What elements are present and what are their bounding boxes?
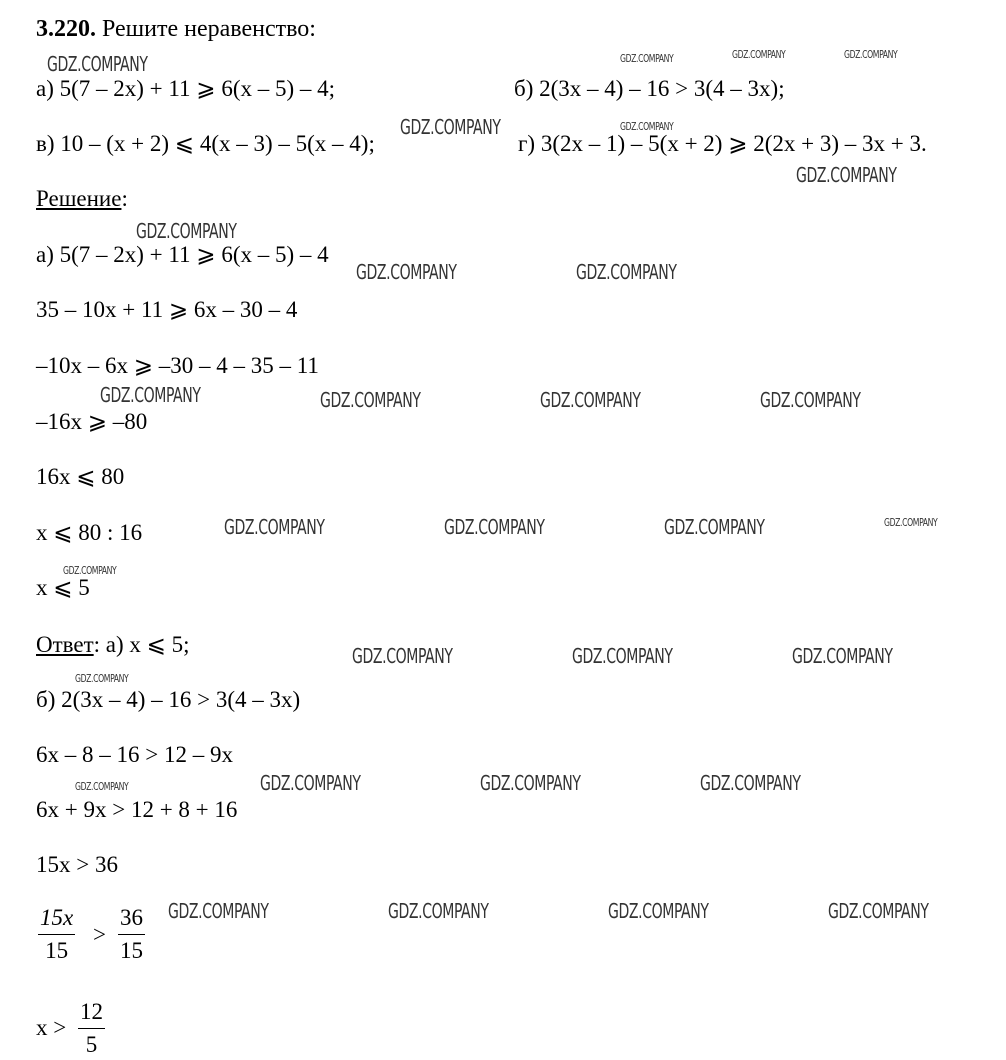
solution-a-line-3: –10x – 6x ⩾ –30 – 4 – 35 – 11 — [36, 353, 319, 378]
item-b: б) 2(3x – 4) – 16 > 3(4 – 3x); — [514, 76, 785, 101]
item-v: в) 10 – (x + 2) ⩽ 4(x – 3) – 5(x – 4); — [36, 131, 375, 156]
solution-heading-colon: : — [121, 186, 128, 211]
watermark: GDZ.COMPANY — [400, 115, 501, 139]
fraction-left-denominator: 15 — [45, 938, 69, 963]
watermark: GDZ.COMPANY — [664, 515, 765, 539]
fraction-operator: > — [93, 922, 106, 947]
fraction-right — [118, 904, 145, 965]
watermark: GDZ.COMPANY — [540, 388, 641, 412]
problem-number: 3.220. — [36, 16, 96, 42]
item-g: г) 3(2x – 1) – 5(x + 2) ⩾ 2(2x + 3) – 3x + 3. — [518, 131, 927, 156]
watermark: GDZ.COMPANY — [792, 644, 893, 668]
watermark: GDZ.COMPANY — [620, 120, 674, 133]
watermark: GDZ.COMPANY — [168, 899, 269, 923]
watermark: GDZ.COMPANY — [356, 260, 457, 284]
watermark: GDZ.COMPANY — [75, 672, 129, 685]
solution-b-line-1: б) 2(3x – 4) – 16 > 3(4 – 3x) — [36, 687, 301, 712]
answer-label: Ответ — [36, 632, 94, 657]
final-lhs: x > — [36, 1015, 67, 1040]
watermark: GDZ.COMPANY — [828, 899, 929, 923]
fraction-right-bar — [118, 934, 145, 935]
solution-a-line-2: 35 – 10x + 11 ⩾ 6x – 30 – 4 — [36, 297, 298, 322]
solution-b-line-3: 6x + 9x > 12 + 8 + 16 — [36, 797, 238, 822]
answer-a — [36, 631, 190, 659]
fraction-left-bar — [38, 934, 75, 935]
watermark: GDZ.COMPANY — [480, 771, 581, 795]
fraction-right-denominator: 15 — [120, 938, 143, 963]
watermark: GDZ.COMPANY — [63, 564, 117, 577]
final-fraction-numerator: 12 — [80, 999, 103, 1024]
watermark: GDZ.COMPANY — [884, 516, 938, 529]
watermark: GDZ.COMPANY — [620, 52, 674, 65]
watermark: GDZ.COMPANY — [444, 515, 545, 539]
solution-a-line-4: –16x ⩾ –80 — [36, 409, 148, 434]
fraction-left-numerator: 15x — [40, 905, 74, 930]
watermark: GDZ.COMPANY — [352, 644, 453, 668]
watermark: GDZ.COMPANY — [320, 388, 421, 412]
solution-a-line-7: x ⩽ 5 — [36, 575, 90, 600]
solution-b-line-2: 6x – 8 – 16 > 12 – 9x — [36, 742, 233, 767]
watermark: GDZ.COMPANY — [136, 219, 237, 243]
solution-b-line-4: 15x > 36 — [36, 852, 118, 877]
watermark: GDZ.COMPANY — [388, 899, 489, 923]
fraction-right-numerator: 36 — [120, 905, 143, 930]
item-a: а) 5(7 – 2x) + 11 ⩾ 6(x – 5) – 4; — [36, 76, 336, 101]
solution-heading — [36, 185, 128, 213]
watermark: GDZ.COMPANY — [760, 388, 861, 412]
watermark: GDZ.COMPANY — [608, 899, 709, 923]
watermark: GDZ.COMPANY — [700, 771, 801, 795]
solution-a-line-5: 16x ⩽ 80 — [36, 464, 125, 489]
watermark: GDZ.COMPANY — [47, 52, 148, 76]
watermark: GDZ.COMPANY — [796, 163, 897, 187]
final-fraction-denominator: 5 — [85, 1032, 98, 1057]
watermark: GDZ.COMPANY — [75, 780, 129, 793]
solution-a-line-6: x ⩽ 80 : 16 — [36, 520, 143, 545]
watermark: GDZ.COMPANY — [572, 644, 673, 668]
fraction-left — [38, 904, 75, 965]
solution-a-line-1: а) 5(7 – 2x) + 11 ⩾ 6(x – 5) – 4 — [36, 242, 329, 267]
problem-instruction: Решите неравенство: — [102, 16, 316, 42]
answer-a-value: : а) x ⩽ 5; — [93, 632, 190, 657]
watermark: GDZ.COMPANY — [576, 260, 677, 284]
watermark: GDZ.COMPANY — [844, 48, 898, 61]
watermark: GDZ.COMPANY — [224, 515, 325, 539]
final-fraction — [78, 998, 105, 1059]
problem-title — [36, 14, 316, 44]
watermark: GDZ.COMPANY — [100, 383, 201, 407]
watermark: GDZ.COMPANY — [732, 48, 786, 61]
final-fraction-bar — [78, 1028, 105, 1029]
solution-heading-text: Решение — [36, 186, 122, 211]
watermark: GDZ.COMPANY — [260, 771, 361, 795]
